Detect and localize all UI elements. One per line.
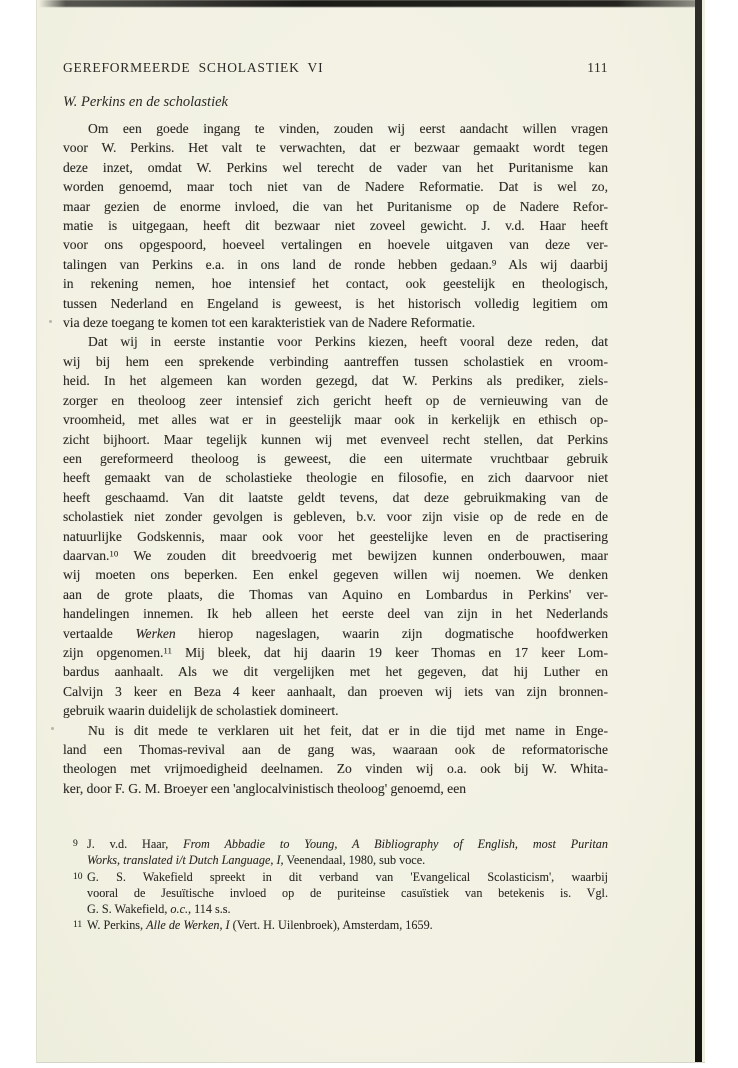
scan-artifact-top-edge xyxy=(39,0,697,7)
body-text-line xyxy=(63,546,608,565)
body-text-line xyxy=(63,488,608,507)
body-text-line xyxy=(63,779,608,798)
body-text-line xyxy=(63,682,608,701)
footnote-line xyxy=(63,836,608,852)
text-run: We zouden dit breedvoerig met bewijzen kunnen onderbouwen, maar xyxy=(118,547,608,563)
footnote-reference: 10 xyxy=(109,548,119,559)
text-run: natuurlijke Godskennis, maar ook voor het geestelijke leven en de practisering xyxy=(63,528,608,544)
body-text-line xyxy=(63,701,608,720)
text-run: matie is uitgegaan, heeft dit bezwaar niet zoveel gewicht. J. v.d. Haar heeft xyxy=(63,218,608,234)
body-text-line xyxy=(63,624,608,643)
body-text-line xyxy=(63,371,608,390)
body-text-line xyxy=(63,430,608,449)
body-text-line xyxy=(63,255,608,274)
footnote-reference: 9 xyxy=(491,257,497,268)
body-text-line xyxy=(63,410,608,429)
text-run: (Vert. H. Uilenbroek), Amsterdam, 1659. xyxy=(229,918,433,933)
text-run: maar gezien de enorme invloed, die van het Puritanisme op de Nadere Refor- xyxy=(63,198,608,214)
text-run: hierop nageslagen, waarin zijn dogmatische hoofdwerken xyxy=(175,625,608,641)
body-text-line xyxy=(63,643,608,662)
body-text-line xyxy=(63,507,608,526)
italic-text-run: o.c., xyxy=(170,902,192,917)
body-text-line xyxy=(63,449,608,468)
scan-artifact-right-edge xyxy=(695,0,702,1062)
text-run: talingen van Perkins e.a. in ons land de ronde hebben gedaan. xyxy=(63,256,492,272)
body-text-line xyxy=(63,565,608,584)
italic-text-run: Works, translated i/t Dutch Language, I, xyxy=(87,853,284,868)
body-text-line xyxy=(63,527,608,546)
footnote-line xyxy=(63,917,608,933)
running-header xyxy=(63,60,608,76)
text-run: vooral de Jesuïtische invloed op de puriteinse casuïstiek van betekenis is. Vgl. xyxy=(87,885,608,900)
text-run: Nu is dit mede te verklaren uit het feit, dat er in die tijd met name in Enge- xyxy=(88,722,608,738)
text-run: worden genoemd, maar toch niet van de Nadere Reformatie. Dat is wel zo, xyxy=(63,179,608,195)
text-run: voor W. Perkins. Het valt te verwachten, dat er bezwaar gemaakt wordt tegen xyxy=(63,140,608,156)
body-text-line xyxy=(63,313,608,332)
text-run: via deze toegang te komen tot een karakteristiek van de Nadere Reformatie. xyxy=(63,315,476,331)
text-run: zicht bijhoort. Maar tegelijk kunnen wij met evenveel recht stellen, dat Perkins xyxy=(63,431,608,447)
body-text-line xyxy=(63,721,608,740)
body-text-line xyxy=(63,585,608,604)
body-text-line xyxy=(63,604,608,623)
text-run: Als wij daarbij xyxy=(496,256,608,272)
text-run: 114 s.s. xyxy=(191,902,231,917)
body-text-line xyxy=(63,468,608,487)
text-run: deze inzet, omdat W. Perkins wel terecht de vader van het Puritanisme kan xyxy=(63,159,608,175)
italic-text-run: From Abbadie to Young, A Bibliography of English, most Puritan xyxy=(183,837,608,851)
scan-speck xyxy=(49,320,52,323)
text-run: voor ons opgespoord, hoeveel vertalingen en hoevele uitgaven van deze ver- xyxy=(63,237,608,253)
text-run: W. Perkins, xyxy=(87,918,147,933)
text-run: land een Thomas-revival aan de gang was, waaraan ook de reformatorische xyxy=(63,742,608,757)
body-text xyxy=(63,119,608,798)
text-run: zorger en theoloog zeer intensief zich gericht heeft op de vernieuwing van de xyxy=(63,392,608,408)
text-run: tussen Nederland en Engeland is geweest, is het historisch volledig legitiem om xyxy=(63,295,608,311)
text-run: bardus aanhaalt. Als we dit vergelijken met het gegeven, dat hij Luther en xyxy=(63,664,608,680)
text-run: zijn opgenomen. xyxy=(63,644,164,660)
running-header-title: GEREFORMEERDE SCHOLASTIEK VI xyxy=(63,60,324,75)
text-run: heeft geschaamd. Van dit laatste geldt tevens, dat deze gebruikmaking van de xyxy=(63,489,608,505)
text-run: handelingen innemen. Ik heb alleen het eerste deel van zijn in het Nederlands xyxy=(63,606,608,622)
footnote-line xyxy=(63,869,608,885)
scan-speck xyxy=(51,727,54,730)
text-run: vertaalde xyxy=(63,625,136,641)
text-run: G. S. Wakefield, xyxy=(87,902,171,917)
text-run: G. S. Wakefield spreekt in dit verband van 'Evangelical Scolasticism', waarbij xyxy=(87,869,608,884)
body-text-line xyxy=(63,391,608,410)
text-run: daarvan. xyxy=(63,547,110,563)
footnote-number: 9 xyxy=(73,839,78,849)
page-number: 111 xyxy=(587,60,608,75)
body-text-line xyxy=(63,274,608,293)
body-text-line xyxy=(63,352,608,371)
text-run: een gereformeerd theoloog is geweest, die een uitermate vruchtbaar gebruik xyxy=(63,450,608,466)
body-text-line xyxy=(63,294,608,313)
text-run: Dat wij in eerste instantie voor Perkins kiezen, heeft vooral deze reden, dat xyxy=(88,334,608,350)
text-run: J. v.d. Haar, xyxy=(87,837,184,851)
text-run: wij moeten ons beperken. Een enkel gegeven willen wij noemen. We denken xyxy=(63,567,608,583)
italic-text-run: Alle de Werken, I xyxy=(146,918,230,933)
body-text-line xyxy=(63,216,608,235)
footnote-number: 10 xyxy=(73,871,83,882)
body-text-line xyxy=(63,332,608,351)
body-text-line xyxy=(63,158,608,177)
text-run: heid. In het algemeen kan worden gezegd, dat W. Perkins als prediker, ziels- xyxy=(63,373,608,389)
body-text-line xyxy=(63,197,608,216)
text-run: aan de grote plaats, die Thomas van Aquino en Lombardus in Perkins' ver- xyxy=(63,586,608,602)
body-text-line xyxy=(63,759,608,778)
text-run: scholastiek niet zonder gevolgen is gebleven, b.v. voor zijn visie op de rede en de xyxy=(63,509,608,525)
body-text-line xyxy=(63,119,608,138)
text-run: Veenendaal, 1980, sub voce. xyxy=(283,853,426,868)
text-run: vroomheid, met alles wat er in geestelijk maar ook in kerkelijk en ethisch op- xyxy=(63,412,608,428)
text-run: in rekening nemen, hoe intensief het contact, ook geestelijk en theologisch, xyxy=(63,276,608,292)
book-page xyxy=(36,0,705,1063)
footnote-line xyxy=(63,852,608,868)
text-run: ker, door F. G. M. Broeyer een 'anglocalvinistisch theoloog' genoemd, een xyxy=(63,780,467,796)
section-heading: W. Perkins en de scholastiek xyxy=(63,94,228,110)
body-text-line xyxy=(63,740,608,759)
text-run: theologen met vrijmoedigheid deelnamen. Zo vinden wij o.a. ook bij W. Whita- xyxy=(63,761,608,777)
footnote-line xyxy=(63,901,608,917)
body-text-line xyxy=(63,662,608,681)
text-run: heeft gemaakt van de scholastieke theologie en filosofie, en zich daarvoor niet xyxy=(63,470,608,486)
footnote-number: 11 xyxy=(73,920,83,931)
body-text-line xyxy=(63,177,608,196)
body-text-line xyxy=(63,138,608,157)
footnote-line xyxy=(63,885,608,901)
text-run: Calvijn 3 keer en Beza 4 keer aanhaalt, dan proeven wij iets van zijn bronnen- xyxy=(63,683,608,699)
footnotes xyxy=(63,836,608,934)
footnote-reference: 11 xyxy=(163,645,172,656)
text-run: Om een goede ingang te vinden, zouden wij eerst aandacht willen vragen xyxy=(88,121,608,136)
body-text-line xyxy=(63,235,608,254)
text-run: Mij bleek, dat hij daarin 19 keer Thomas en 17 keer Lom- xyxy=(171,644,608,660)
italic-text-run: Werken xyxy=(135,625,176,641)
text-run: wij bij hem een sprekende verbinding aantreffen tussen scholastiek en vroom- xyxy=(63,353,608,369)
text-run: gebruik waarin duidelijk de scholastiek domineert. xyxy=(63,703,339,719)
